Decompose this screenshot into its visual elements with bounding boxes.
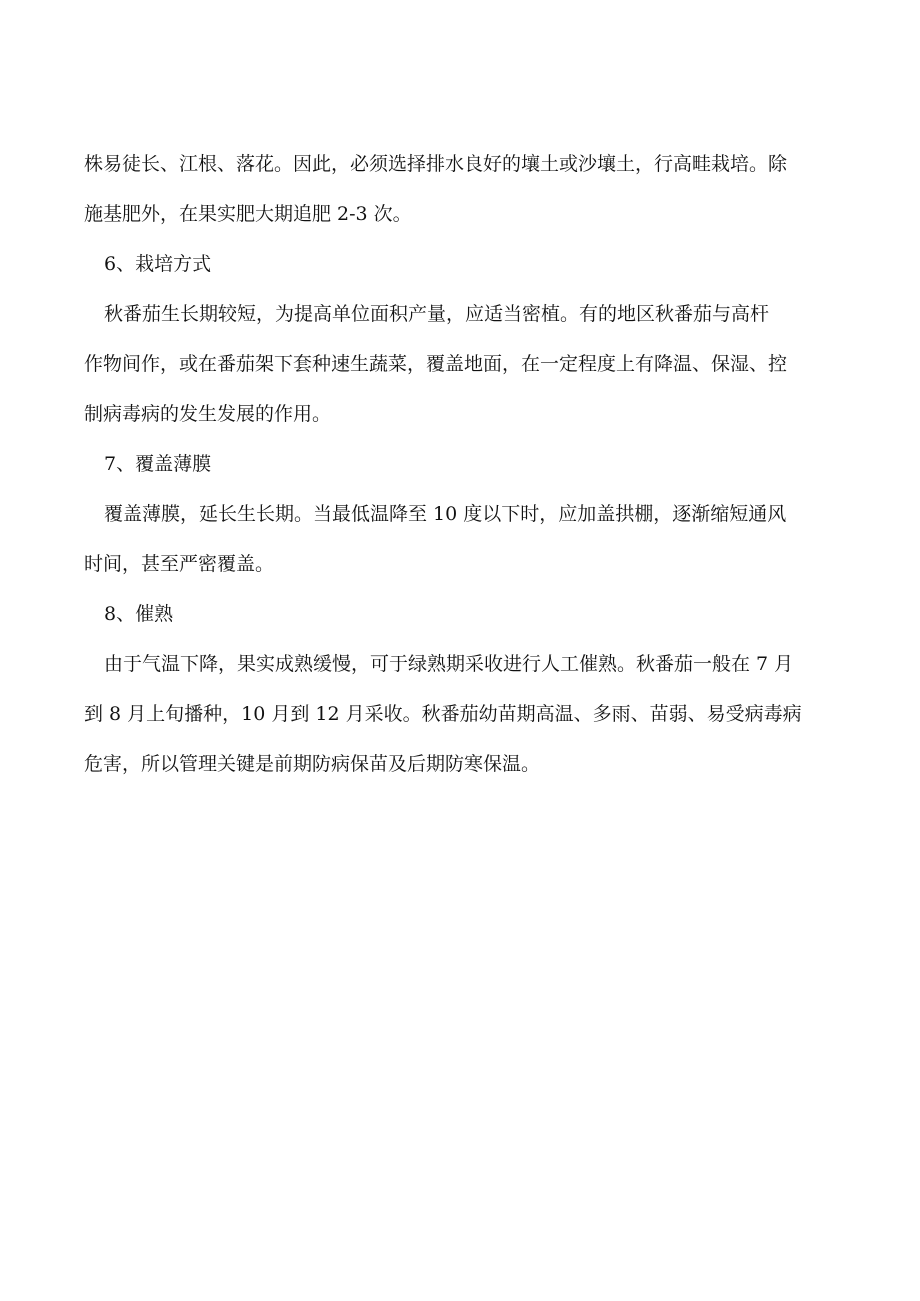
paragraph-line: 由于气温下降，果实成熟缓慢，可于绿熟期采收进行人工催熟。秋番茄一般在 7 月	[104, 653, 794, 675]
section-mulch-film	[84, 450, 836, 578]
section-heading: 7、覆盖薄膜	[104, 453, 212, 475]
section-heading: 8、催熟	[104, 603, 174, 625]
paragraph-line: 作物间作，或在番茄架下套种速生蔬菜，覆盖地面，在一定程度上有降温、保湿、控	[84, 353, 788, 375]
paragraph-line: 到 8 月上旬播种，10 月到 12 月采收。秋番茄幼苗期高温、多雨、苗弱、易受病毒病	[84, 703, 802, 725]
paragraph-line: 株易徒长、江根、落花。因此，必须选择排水良好的壤土或沙壤土，行高畦栽培。除	[84, 153, 788, 175]
document-body	[84, 150, 836, 800]
intro-paragraph	[84, 150, 836, 228]
paragraph-line: 制病毒病的发生发展的作用。	[84, 403, 332, 425]
paragraph-line: 时间，甚至严密覆盖。	[84, 553, 275, 575]
section-paragraph	[84, 300, 836, 428]
section-ripening	[84, 600, 836, 778]
section-cultivation-method	[84, 250, 836, 428]
section-paragraph	[84, 500, 836, 578]
paragraph-line: 施基肥外，在果实肥大期追肥 2-3 次。	[84, 203, 412, 225]
paragraph-line: 覆盖薄膜，延长生长期。当最低温降至 10 度以下时，应加盖拱棚，逐渐缩短通风	[104, 503, 787, 525]
paragraph-line: 秋番茄生长期较短，为提高单位面积产量，应适当密植。有的地区秋番茄与高杆	[104, 303, 770, 325]
section-heading: 6、栽培方式	[104, 253, 212, 275]
paragraph-line: 危害，所以管理关键是前期防病保苗及后期防寒保温。	[84, 753, 541, 775]
section-paragraph	[84, 650, 836, 778]
